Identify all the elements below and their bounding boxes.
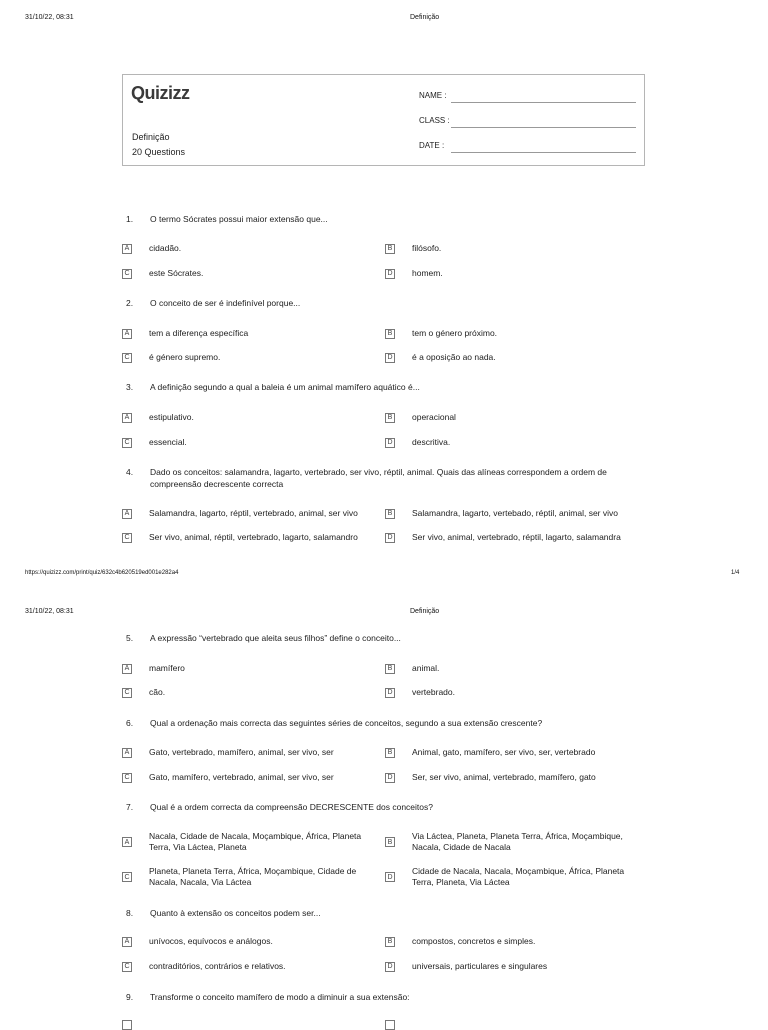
print-datetime: 31/10/22, 08:31 bbox=[25, 608, 74, 615]
option-text: animal. bbox=[412, 663, 440, 673]
question-number: 5. bbox=[126, 633, 134, 643]
option-c[interactable] bbox=[122, 532, 384, 543]
option-letter-box: C bbox=[122, 533, 132, 543]
option-text: Planeta, Planeta Terra, África, Moçambique, Cidade de Nacala, Nacala, Via Láctea bbox=[149, 866, 357, 887]
option-letter-box: D bbox=[385, 872, 395, 882]
question-text: A definição segundo a qual a baleia é um animal mamífero aquático é... bbox=[150, 382, 420, 392]
option-a[interactable] bbox=[122, 747, 384, 758]
option-text: tem o género próximo. bbox=[412, 328, 498, 338]
quiz-title: Definição bbox=[132, 132, 170, 142]
option-letter-box: C bbox=[122, 773, 132, 783]
option-text: Animal, gato, mamífero, ser vivo, ser, vertebrado bbox=[412, 747, 596, 757]
question-text: Qual a ordenação mais correcta das seguintes séries de conceitos, segundo a sua extensão crescente? bbox=[150, 718, 543, 728]
option-text: é género supremo. bbox=[149, 352, 221, 362]
option-text: Salamandra, lagarto, vertebado, réptil, animal, ser vivo bbox=[412, 508, 618, 518]
question-number: 3. bbox=[126, 382, 134, 392]
option-text: filósofo. bbox=[412, 243, 442, 253]
date-field[interactable] bbox=[451, 152, 636, 153]
option-c[interactable] bbox=[122, 352, 384, 363]
option-text: essencial. bbox=[149, 437, 187, 447]
option-letter-box: D bbox=[385, 269, 395, 279]
option-c[interactable] bbox=[122, 437, 384, 448]
option-b[interactable] bbox=[385, 508, 645, 519]
date-label: DATE : bbox=[419, 141, 445, 150]
question-text: Dado os conceitos: salamandra, lagarto, vertebrado, ser vivo, réptil, animal. Quais das alíneas correspondem a ordem de compreensão decrescente correcta bbox=[150, 467, 607, 489]
option-text: homem. bbox=[412, 268, 443, 278]
option-d[interactable] bbox=[385, 687, 645, 698]
question-count: 20 Questions bbox=[132, 147, 186, 157]
option-text: estipulativo. bbox=[149, 412, 194, 422]
option-letter-box: B bbox=[385, 837, 395, 847]
class-field[interactable] bbox=[451, 127, 636, 128]
print-title: Definição bbox=[410, 608, 440, 615]
question-number: 7. bbox=[126, 802, 134, 812]
question-number: 2. bbox=[126, 298, 134, 308]
option-text: descritiva. bbox=[412, 437, 451, 447]
option-letter-box: D bbox=[385, 962, 395, 972]
option-d[interactable] bbox=[385, 772, 645, 783]
option-text: operacional bbox=[412, 412, 456, 422]
option-a[interactable] bbox=[122, 831, 384, 853]
option-letter-box: B bbox=[385, 748, 395, 758]
option-text: cão. bbox=[149, 687, 166, 697]
option-a-box-cut[interactable] bbox=[122, 1020, 132, 1030]
option-text: universais, particulares e singulares bbox=[412, 961, 548, 971]
option-letter-box: C bbox=[122, 688, 132, 698]
option-letter-box: A bbox=[122, 748, 132, 758]
option-a[interactable] bbox=[122, 328, 384, 339]
option-letter-box: B bbox=[385, 413, 395, 423]
option-b[interactable] bbox=[385, 663, 645, 674]
print-datetime: 31/10/22, 08:31 bbox=[25, 14, 74, 21]
question-text: A expressão “vertebrado que aleita seus filhos” define o conceito... bbox=[150, 633, 401, 643]
option-text: unívocos, equívocos e análogos. bbox=[149, 936, 273, 946]
option-text: vertebrado. bbox=[412, 687, 455, 697]
option-d[interactable] bbox=[385, 866, 645, 888]
option-a[interactable] bbox=[122, 508, 384, 519]
option-c[interactable] bbox=[122, 268, 384, 279]
option-text: Ser vivo, animal, vertebrado, réptil, lagarto, salamandra bbox=[412, 532, 621, 542]
question-text: Qual é a ordem correcta da compreensão DECRESCENTE dos conceitos? bbox=[150, 802, 433, 812]
option-a[interactable] bbox=[122, 663, 384, 674]
option-text: Gato, mamífero, vertebrado, animal, ser vivo, ser bbox=[149, 772, 334, 782]
option-text: Via Láctea, Planeta, Planeta Terra, África, Moçambique, Nacala, Cidade de Nacala bbox=[412, 831, 623, 852]
question-text: O termo Sócrates possui maior extensão que... bbox=[150, 214, 328, 224]
quizizz-logo: Quizizz bbox=[131, 83, 190, 103]
option-text: tem a diferença específica bbox=[149, 328, 249, 338]
option-letter-box: C bbox=[122, 353, 132, 363]
option-a[interactable] bbox=[122, 243, 384, 254]
option-letter-box: D bbox=[385, 438, 395, 448]
option-text: Nacala, Cidade de Nacala, Moçambique, África, Planeta Terra, Via Láctea, Planeta bbox=[149, 831, 362, 852]
option-letter-box: D bbox=[385, 773, 395, 783]
option-text: Salamandra, lagarto, réptil, vertebrado, animal, ser vivo bbox=[149, 508, 358, 518]
option-b-box-cut[interactable] bbox=[385, 1020, 395, 1030]
option-d[interactable] bbox=[385, 352, 645, 363]
option-d[interactable] bbox=[385, 268, 645, 279]
option-letter-box: B bbox=[385, 509, 395, 519]
question-text: O conceito de ser é indefinível porque... bbox=[150, 298, 301, 308]
option-letter-box: C bbox=[122, 438, 132, 448]
option-d[interactable] bbox=[385, 961, 645, 972]
option-letter-box: A bbox=[122, 244, 132, 254]
option-text: mamífero bbox=[149, 663, 185, 673]
option-c[interactable] bbox=[122, 772, 384, 783]
option-d[interactable] bbox=[385, 532, 645, 543]
print-url: https://quizizz.com/print/quiz/632c4b620519ed001e282a4 bbox=[25, 570, 179, 576]
option-letter-box: C bbox=[122, 269, 132, 279]
print-title: Definição bbox=[410, 14, 440, 21]
option-text: contraditórios, contrários e relativos. bbox=[149, 961, 286, 971]
option-c[interactable] bbox=[122, 866, 384, 888]
option-letter-box: A bbox=[122, 937, 132, 947]
option-b[interactable] bbox=[385, 831, 645, 853]
option-letter-box: D bbox=[385, 688, 395, 698]
option-letter-box: B bbox=[385, 244, 395, 254]
option-a[interactable] bbox=[122, 412, 384, 423]
page-number: 1/4 bbox=[731, 570, 740, 576]
option-text: cidadão. bbox=[149, 243, 182, 253]
option-letter-box: D bbox=[385, 533, 395, 543]
question-number: 1. bbox=[126, 214, 134, 224]
option-b[interactable] bbox=[385, 747, 645, 758]
option-text: Ser, ser vivo, animal, vertebrado, mamífero, gato bbox=[412, 772, 596, 782]
question-number: 9. bbox=[126, 992, 134, 1002]
option-letter-box: A bbox=[122, 664, 132, 674]
option-text: este Sócrates. bbox=[149, 268, 204, 278]
option-letter-box: A bbox=[122, 837, 132, 847]
option-text: Cidade de Nacala, Nacala, Moçambique, África, Planeta Terra, Planeta, Via Láctea bbox=[412, 866, 625, 887]
option-text: compostos, concretos e simples. bbox=[412, 936, 536, 946]
option-c[interactable] bbox=[122, 687, 384, 698]
option-letter-box: B bbox=[385, 329, 395, 339]
option-a[interactable] bbox=[122, 936, 384, 947]
option-letter-box: C bbox=[122, 962, 132, 972]
option-letter-box: D bbox=[385, 353, 395, 363]
option-b[interactable] bbox=[385, 412, 645, 423]
option-text: Gato, vertebrado, mamífero, animal, ser vivo, ser bbox=[149, 747, 334, 757]
question-number: 6. bbox=[126, 718, 134, 728]
question-text: Quanto à extensão os conceitos podem ser... bbox=[150, 908, 321, 918]
option-text: é a oposição ao nada. bbox=[412, 352, 496, 362]
option-letter-box: B bbox=[385, 664, 395, 674]
option-d[interactable] bbox=[385, 437, 645, 448]
quiz-header-card bbox=[122, 74, 645, 166]
option-letter-box: A bbox=[122, 413, 132, 423]
option-letter-box: B bbox=[385, 937, 395, 947]
class-label: CLASS : bbox=[419, 116, 450, 125]
name-field[interactable] bbox=[451, 102, 636, 103]
option-b[interactable] bbox=[385, 936, 645, 947]
option-b[interactable] bbox=[385, 243, 645, 254]
question-text: Transforme o conceito mamífero de modo a diminuir a sua extensão: bbox=[150, 992, 410, 1002]
question-number: 8. bbox=[126, 908, 134, 918]
question-number: 4. bbox=[126, 467, 134, 477]
option-letter-box: A bbox=[122, 509, 132, 519]
option-letter-box: C bbox=[122, 872, 132, 882]
option-b[interactable] bbox=[385, 328, 645, 339]
name-label: NAME : bbox=[419, 91, 447, 100]
option-letter-box: A bbox=[122, 329, 132, 339]
option-c[interactable] bbox=[122, 961, 384, 972]
option-text: Ser vivo, animal, réptil, vertebrado, lagarto, salamandro bbox=[149, 532, 358, 542]
